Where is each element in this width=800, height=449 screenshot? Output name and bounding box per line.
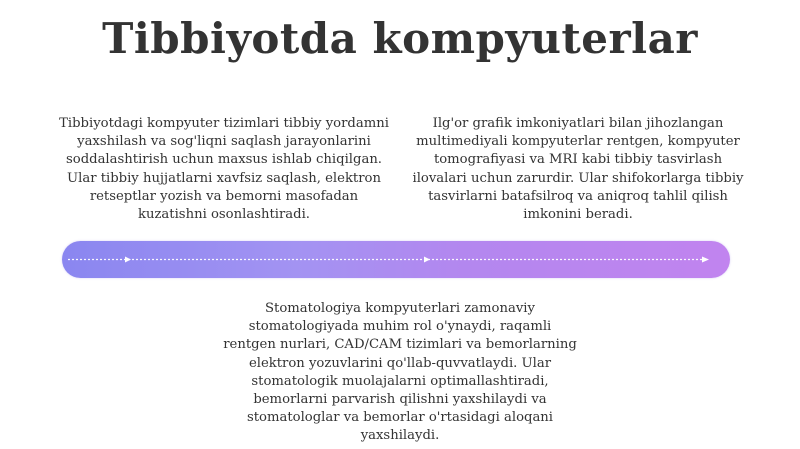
timeline-arrows [62,241,730,278]
page-title: Tibbiyotda kompyuterlar [102,14,698,63]
paragraph-bottom: Stomatologiya kompyuterlari zamonaviy stomatologiyada muhim rol o'ynaydi, raqamli rentgen nurlari, CAD/CAM tizimlari va bemorlarning elektron yozuvlarini qo'llab-quvvatlaydi. Ular stomatologik muolajalarni optimallashtiradi, bemorlarni parvarish qilishni yaxshilaydi va stomatologlar va bemorlar o'rtasidagi aloqani yaxshilaydi. [223,301,577,444]
paragraph-left: Tibbiyotdagi kompyuter tizimlari tibbiy yordamni yaxshilash va sog'liqni saqlash jarayonlarini soddalashtirish uchun maxsus ishlab chiqilgan. Ular tibbiy hujjatlarni xavfsiz saqlash, elektron retseptlar yozish va bemorni masofadan kuzatishni osonlashtiradi. [59,116,389,223]
arrow-icon [125,257,131,263]
arrow-icon [702,257,709,263]
arrow-icon [424,257,430,263]
timeline-bar [62,241,730,278]
paragraph-right: Ilg'or grafik imkoniyatlari bilan jihozlangan multimediyali kompyuterlar rentgen, kompyuter tomografiyasi va MRI kabi tibbiy tasvirlash ilovalari uchun zarurdir. Ular shifokorlarga tibbiy tasvirlarni batafsilroq va aniqroq tahlil qilish imkonini beradi. [412,116,744,223]
